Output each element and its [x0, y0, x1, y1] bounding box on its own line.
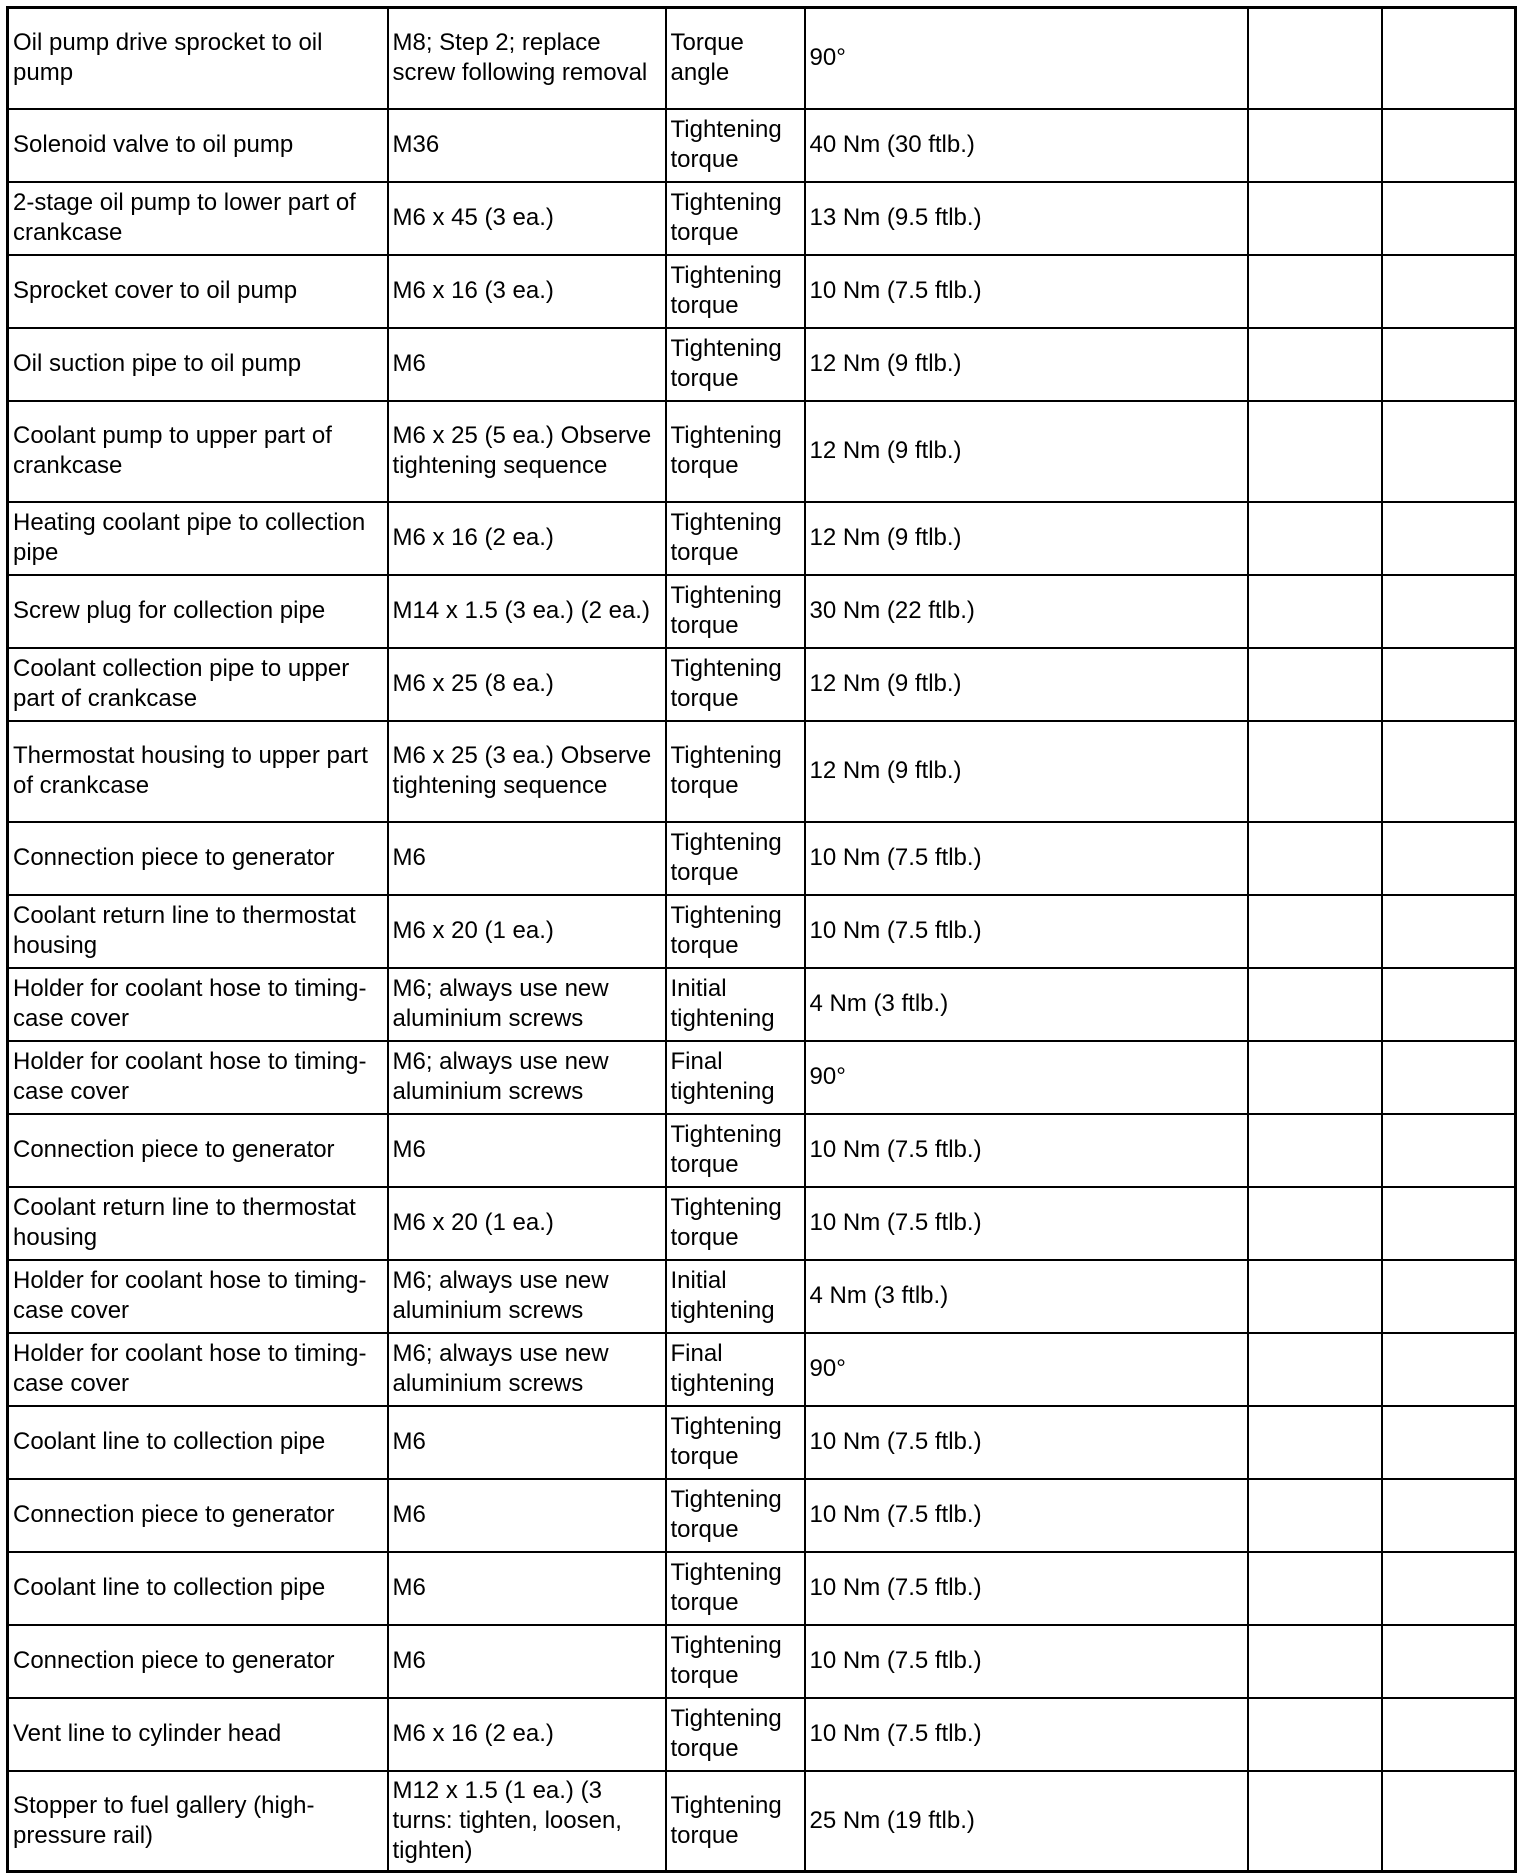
tightening-type-cell: Final tightening [666, 1333, 805, 1406]
empty-cell [1248, 182, 1382, 255]
table-row [8, 1406, 1516, 1479]
component-cell: Screw plug for collection pipe [8, 575, 388, 648]
component-cell: Thermostat housing to upper part of crankcase [8, 721, 388, 822]
empty-cell [1382, 1187, 1516, 1260]
tightening-type-cell: Tightening torque [666, 328, 805, 401]
tightening-type-cell: Initial tightening [666, 968, 805, 1041]
table-row [8, 401, 1516, 502]
component-cell: Connection piece to generator [8, 1114, 388, 1187]
torque-value-cell: 10 Nm (7.5 ftlb.) [805, 1625, 1248, 1698]
empty-cell [1248, 822, 1382, 895]
tightening-type-cell: Tightening torque [666, 822, 805, 895]
torque-value-cell: 40 Nm (30 ftlb.) [805, 109, 1248, 182]
table-row [8, 648, 1516, 721]
table-row [8, 1479, 1516, 1552]
empty-cell [1248, 1552, 1382, 1625]
empty-cell [1248, 255, 1382, 328]
tightening-type-cell: Tightening torque [666, 648, 805, 721]
empty-cell [1248, 1260, 1382, 1333]
component-cell: Coolant return line to thermostat housing [8, 1187, 388, 1260]
fastener-spec-cell: M6 [388, 1114, 666, 1187]
empty-cell [1248, 502, 1382, 575]
tightening-type-cell: Tightening torque [666, 1698, 805, 1771]
empty-cell [1382, 822, 1516, 895]
torque-value-cell: 12 Nm (9 ftlb.) [805, 502, 1248, 575]
component-cell: Heating coolant pipe to collection pipe [8, 502, 388, 575]
empty-cell [1248, 328, 1382, 401]
torque-spec-table-body [8, 8, 1516, 1872]
component-cell: 2-stage oil pump to lower part of crankcase [8, 182, 388, 255]
empty-cell [1382, 575, 1516, 648]
tightening-type-cell: Tightening torque [666, 502, 805, 575]
fastener-spec-cell: M6 x 20 (1 ea.) [388, 1187, 666, 1260]
component-cell: Connection piece to generator [8, 822, 388, 895]
table-row [8, 822, 1516, 895]
table-row [8, 1771, 1516, 1872]
fastener-spec-cell: M6 x 25 (8 ea.) [388, 648, 666, 721]
tightening-type-cell: Tightening torque [666, 1114, 805, 1187]
torque-value-cell: 12 Nm (9 ftlb.) [805, 401, 1248, 502]
table-row [8, 8, 1516, 109]
empty-cell [1382, 648, 1516, 721]
fastener-spec-cell: M6; always use new aluminium screws [388, 968, 666, 1041]
table-row [8, 1114, 1516, 1187]
fastener-spec-cell: M12 x 1.5 (1 ea.) (3 turns: tighten, loosen, tighten) [388, 1771, 666, 1872]
empty-cell [1248, 721, 1382, 822]
table-row [8, 1187, 1516, 1260]
empty-cell [1248, 1333, 1382, 1406]
tightening-type-cell: Torque angle [666, 8, 805, 109]
tightening-type-cell: Tightening torque [666, 895, 805, 968]
fastener-spec-cell: M6 [388, 328, 666, 401]
torque-spec-table [6, 6, 1517, 1873]
table-row [8, 328, 1516, 401]
table-row [8, 1041, 1516, 1114]
component-cell: Connection piece to generator [8, 1625, 388, 1698]
tightening-type-cell: Tightening torque [666, 575, 805, 648]
component-cell: Stopper to fuel gallery (high-pressure rail) [8, 1771, 388, 1872]
empty-cell [1248, 968, 1382, 1041]
component-cell: Holder for coolant hose to timing-case cover [8, 968, 388, 1041]
table-row [8, 575, 1516, 648]
empty-cell [1382, 1625, 1516, 1698]
component-cell: Coolant pump to upper part of crankcase [8, 401, 388, 502]
torque-value-cell: 13 Nm (9.5 ftlb.) [805, 182, 1248, 255]
torque-value-cell: 25 Nm (19 ftlb.) [805, 1771, 1248, 1872]
torque-value-cell: 4 Nm (3 ftlb.) [805, 968, 1248, 1041]
empty-cell [1248, 1479, 1382, 1552]
empty-cell [1382, 8, 1516, 109]
component-cell: Solenoid valve to oil pump [8, 109, 388, 182]
fastener-spec-cell: M8; Step 2; replace screw following removal [388, 8, 666, 109]
torque-value-cell: 12 Nm (9 ftlb.) [805, 648, 1248, 721]
empty-cell [1382, 182, 1516, 255]
empty-cell [1248, 401, 1382, 502]
tightening-type-cell: Tightening torque [666, 182, 805, 255]
empty-cell [1382, 1771, 1516, 1872]
empty-cell [1382, 1041, 1516, 1114]
component-cell: Vent line to cylinder head [8, 1698, 388, 1771]
empty-cell [1248, 575, 1382, 648]
torque-value-cell: 10 Nm (7.5 ftlb.) [805, 1698, 1248, 1771]
empty-cell [1248, 8, 1382, 109]
component-cell: Connection piece to generator [8, 1479, 388, 1552]
fastener-spec-cell: M6 x 20 (1 ea.) [388, 895, 666, 968]
fastener-spec-cell: M6; always use new aluminium screws [388, 1333, 666, 1406]
torque-value-cell: 10 Nm (7.5 ftlb.) [805, 895, 1248, 968]
table-row [8, 255, 1516, 328]
empty-cell [1382, 895, 1516, 968]
torque-value-cell: 90° [805, 1333, 1248, 1406]
empty-cell [1248, 1114, 1382, 1187]
component-cell: Oil pump drive sprocket to oil pump [8, 8, 388, 109]
empty-cell [1248, 648, 1382, 721]
fastener-spec-cell: M36 [388, 109, 666, 182]
component-cell: Coolant line to collection pipe [8, 1552, 388, 1625]
table-row [8, 502, 1516, 575]
tightening-type-cell: Tightening torque [666, 1406, 805, 1479]
empty-cell [1248, 1041, 1382, 1114]
fastener-spec-cell: M6 [388, 1406, 666, 1479]
empty-cell [1382, 1333, 1516, 1406]
fastener-spec-cell: M6; always use new aluminium screws [388, 1041, 666, 1114]
table-row [8, 1333, 1516, 1406]
empty-cell [1382, 401, 1516, 502]
component-cell: Coolant return line to thermostat housing [8, 895, 388, 968]
component-cell: Oil suction pipe to oil pump [8, 328, 388, 401]
torque-value-cell: 90° [805, 1041, 1248, 1114]
component-cell: Coolant collection pipe to upper part of crankcase [8, 648, 388, 721]
table-row [8, 182, 1516, 255]
empty-cell [1382, 255, 1516, 328]
torque-value-cell: 10 Nm (7.5 ftlb.) [805, 1552, 1248, 1625]
component-cell: Sprocket cover to oil pump [8, 255, 388, 328]
table-row [8, 109, 1516, 182]
empty-cell [1382, 1479, 1516, 1552]
empty-cell [1248, 1406, 1382, 1479]
table-row [8, 1552, 1516, 1625]
empty-cell [1248, 1698, 1382, 1771]
torque-value-cell: 10 Nm (7.5 ftlb.) [805, 1114, 1248, 1187]
component-cell: Coolant line to collection pipe [8, 1406, 388, 1479]
component-cell: Holder for coolant hose to timing-case cover [8, 1041, 388, 1114]
table-row [8, 1625, 1516, 1698]
empty-cell [1248, 1625, 1382, 1698]
tightening-type-cell: Tightening torque [666, 721, 805, 822]
tightening-type-cell: Tightening torque [666, 1771, 805, 1872]
tightening-type-cell: Tightening torque [666, 109, 805, 182]
torque-value-cell: 12 Nm (9 ftlb.) [805, 328, 1248, 401]
empty-cell [1382, 1114, 1516, 1187]
table-row [8, 721, 1516, 822]
tightening-type-cell: Tightening torque [666, 255, 805, 328]
table-row [8, 1260, 1516, 1333]
torque-value-cell: 90° [805, 8, 1248, 109]
torque-value-cell: 12 Nm (9 ftlb.) [805, 721, 1248, 822]
table-row [8, 1698, 1516, 1771]
torque-value-cell: 10 Nm (7.5 ftlb.) [805, 255, 1248, 328]
fastener-spec-cell: M6 [388, 1552, 666, 1625]
fastener-spec-cell: M6 x 25 (5 ea.) Observe tightening sequence [388, 401, 666, 502]
fastener-spec-cell: M6 [388, 822, 666, 895]
torque-value-cell: 10 Nm (7.5 ftlb.) [805, 822, 1248, 895]
empty-cell [1382, 968, 1516, 1041]
fastener-spec-cell: M6 x 16 (3 ea.) [388, 255, 666, 328]
empty-cell [1382, 328, 1516, 401]
torque-value-cell: 10 Nm (7.5 ftlb.) [805, 1187, 1248, 1260]
tightening-type-cell: Tightening torque [666, 401, 805, 502]
empty-cell [1382, 109, 1516, 182]
component-cell: Holder for coolant hose to timing-case cover [8, 1333, 388, 1406]
empty-cell [1382, 721, 1516, 822]
fastener-spec-cell: M6 x 16 (2 ea.) [388, 1698, 666, 1771]
empty-cell [1382, 502, 1516, 575]
empty-cell [1382, 1260, 1516, 1333]
tightening-type-cell: Final tightening [666, 1041, 805, 1114]
fastener-spec-cell: M6 [388, 1479, 666, 1552]
tightening-type-cell: Tightening torque [666, 1479, 805, 1552]
table-row [8, 895, 1516, 968]
tightening-type-cell: Tightening torque [666, 1187, 805, 1260]
fastener-spec-cell: M6 x 45 (3 ea.) [388, 182, 666, 255]
empty-cell [1382, 1698, 1516, 1771]
fastener-spec-cell: M14 x 1.5 (3 ea.) (2 ea.) [388, 575, 666, 648]
empty-cell [1248, 1187, 1382, 1260]
torque-value-cell: 4 Nm (3 ftlb.) [805, 1260, 1248, 1333]
tightening-type-cell: Tightening torque [666, 1625, 805, 1698]
fastener-spec-cell: M6 [388, 1625, 666, 1698]
fastener-spec-cell: M6 x 25 (3 ea.) Observe tightening sequence [388, 721, 666, 822]
empty-cell [1382, 1406, 1516, 1479]
component-cell: Holder for coolant hose to timing-case cover [8, 1260, 388, 1333]
tightening-type-cell: Initial tightening [666, 1260, 805, 1333]
empty-cell [1248, 109, 1382, 182]
fastener-spec-cell: M6 x 16 (2 ea.) [388, 502, 666, 575]
torque-value-cell: 10 Nm (7.5 ftlb.) [805, 1479, 1248, 1552]
tightening-type-cell: Tightening torque [666, 1552, 805, 1625]
empty-cell [1382, 1552, 1516, 1625]
empty-cell [1248, 1771, 1382, 1872]
torque-value-cell: 10 Nm (7.5 ftlb.) [805, 1406, 1248, 1479]
table-row [8, 968, 1516, 1041]
torque-value-cell: 30 Nm (22 ftlb.) [805, 575, 1248, 648]
empty-cell [1248, 895, 1382, 968]
fastener-spec-cell: M6; always use new aluminium screws [388, 1260, 666, 1333]
